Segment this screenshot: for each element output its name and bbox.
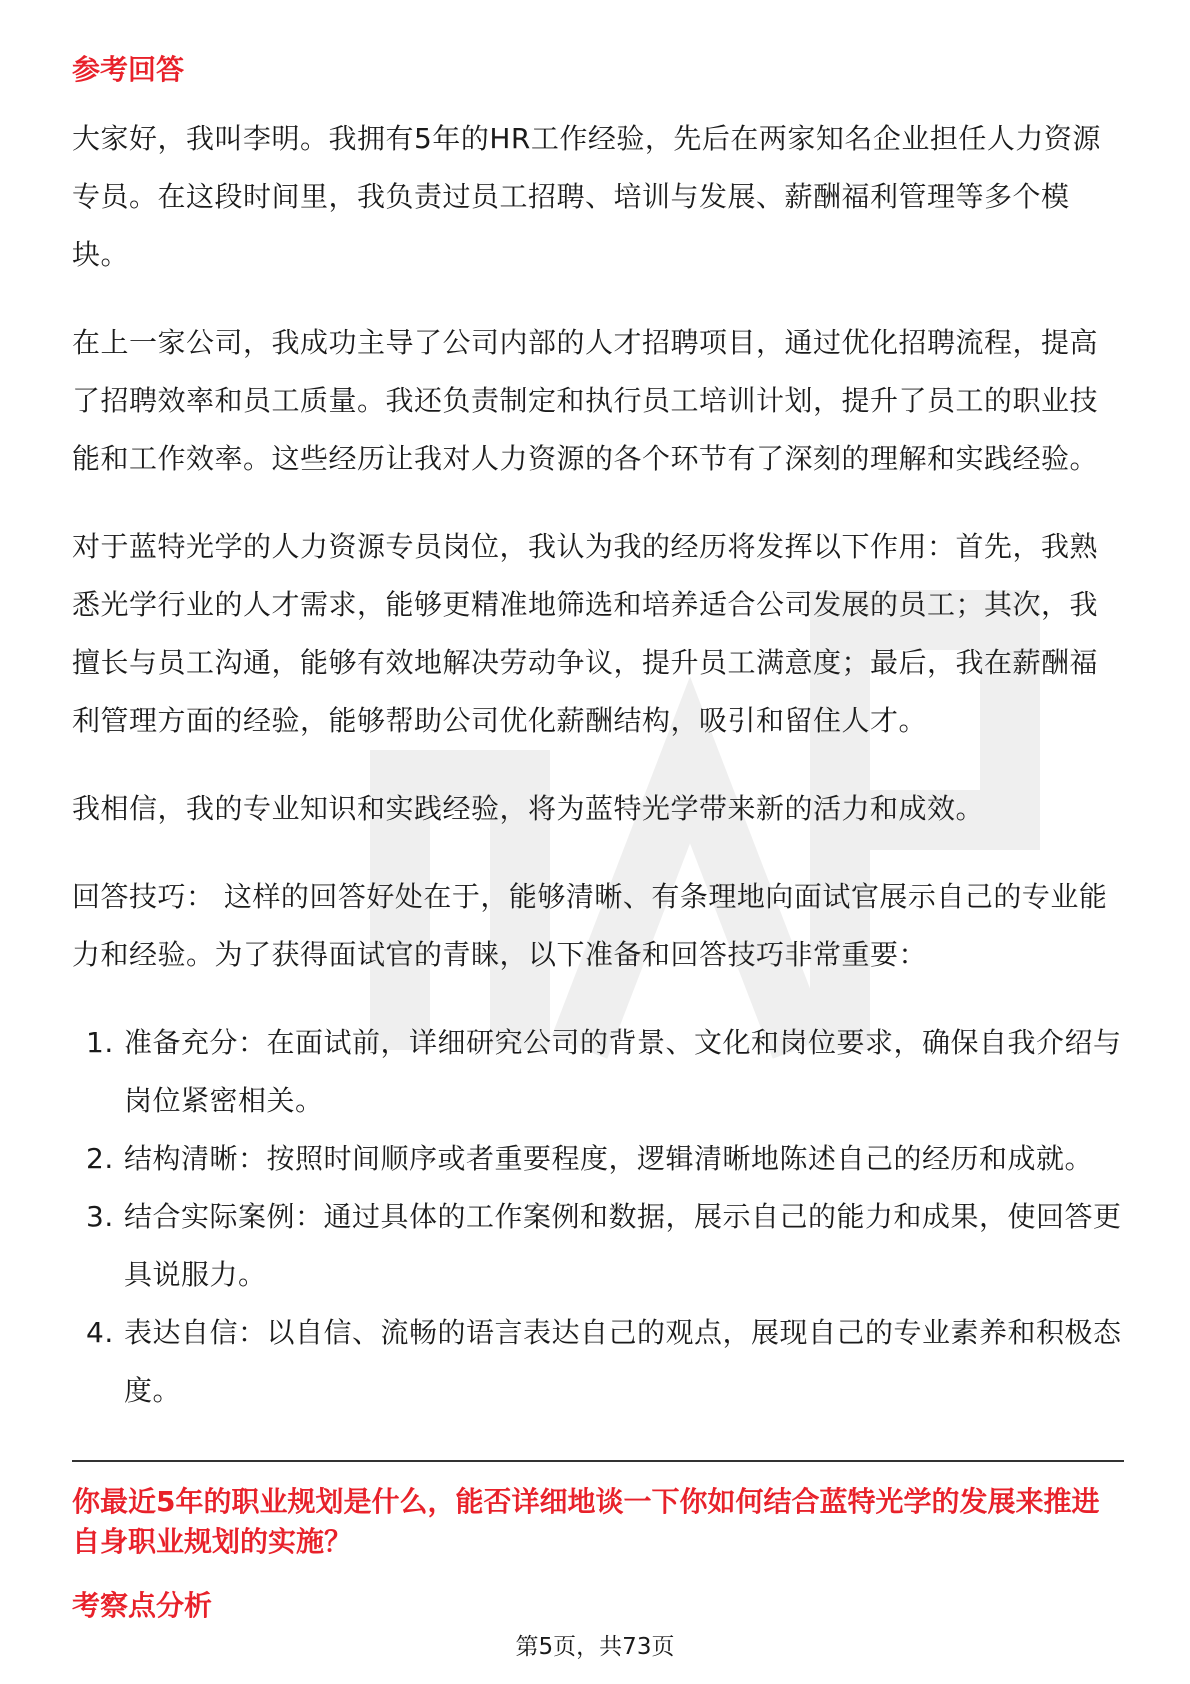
answer-paragraph-2: 在上一家公司，我成功主导了公司内部的人才招聘项目，通过优化招聘流程，提高了招聘效率和员工质量。我还负责制定和执行员工培训计划，提升了员工的职业技能和工作效率。这些经历让我对人力资源的各个环节有了深刻的理解和实践经验。: [72, 326, 1099, 475]
list-item: [72, 1188, 1124, 1304]
list-item: [72, 1304, 1124, 1420]
document-page: [72, 50, 1124, 1626]
page-number: 第5页，共73页: [515, 1634, 675, 1660]
answer-paragraph-4: 我相信，我的专业知识和实践经验，将为蓝特光学带来新的活力和成效。: [72, 792, 985, 825]
list-item-text: 准备充分：在面试前，详细研究公司的背景、文化和岗位要求，确保自我介绍与岗位紧密相关。: [124, 1026, 1122, 1117]
list-item: [72, 1014, 1124, 1130]
section-title-reference-answer: 参考回答: [72, 53, 185, 86]
list-item: [72, 1130, 1124, 1188]
answer-tips-intro: 回答技巧： 这样的回答好处在于，能够清晰、有条理地向面试官展示自己的专业能力和经验。为了获得面试官的青睐，以下准备和回答技巧非常重要：: [72, 880, 1108, 971]
next-question: 你最近5年的职业规划是什么，能否详细地谈一下你如何结合蓝特光学的发展来推进自身职业规划的实施？: [72, 1485, 1100, 1558]
list-item-number: 2.: [86, 1142, 114, 1175]
list-item-text: 结合实际案例：通过具体的工作案例和数据，展示自己的能力和成果，使回答更具说服力。: [124, 1200, 1122, 1291]
answer-paragraph-1: 大家好，我叫李明。我拥有5年的HR工作经验，先后在两家知名企业担任人力资源专员。在这段时间里，我负责过员工招聘、培训与发展、薪酬福利管理等多个模块。: [72, 122, 1101, 271]
list-item-number: 1.: [86, 1026, 114, 1059]
section-title-analysis: 考察点分析: [72, 1589, 213, 1622]
list-item-number: 3.: [86, 1200, 114, 1233]
list-item-number: 4.: [86, 1316, 114, 1349]
tips-list: [72, 1014, 1124, 1420]
list-item-text: 表达自信：以自信、流畅的语言表达自己的观点，展现自己的专业素养和积极态度。: [124, 1316, 1122, 1407]
answer-paragraph-3: 对于蓝特光学的人力资源专员岗位，我认为我的经历将发挥以下作用：首先，我熟悉光学行业的人才需求，能够更精准地筛选和培养适合公司发展的员工；其次，我擅长与员工沟通，能够有效地解决劳动争议，提升员工满意度；最后，我在薪酬福利管理方面的经验，能够帮助公司优化薪酬结构，吸引和留住人才。: [72, 530, 1099, 737]
list-item-text: 结构清晰：按照时间顺序或者重要程度，逻辑清晰地陈述自己的经历和成就。: [124, 1142, 1094, 1175]
